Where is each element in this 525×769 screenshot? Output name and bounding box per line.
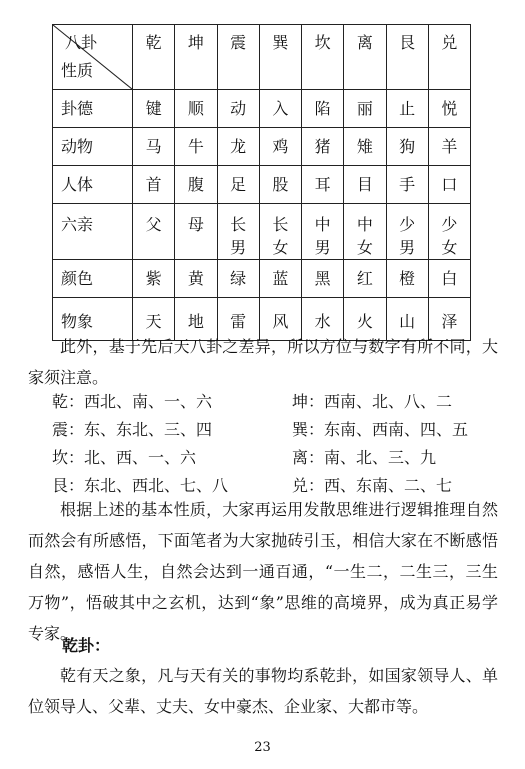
table-cell: 手 <box>386 166 428 204</box>
table-cell-line: 长 <box>230 215 247 234</box>
table-cell-line: 少 <box>441 215 458 234</box>
table-cell: 陷 <box>302 90 344 128</box>
trigram-header: 巽 <box>259 25 301 90</box>
direction-row <box>52 416 502 444</box>
table-cell-line: 长 <box>272 215 289 234</box>
table-cell: 止 <box>386 90 428 128</box>
row-label: 动物 <box>53 128 133 166</box>
table-cell: 耳 <box>302 166 344 204</box>
trigram-header: 离 <box>344 25 386 90</box>
table-cell-line: 少 <box>399 215 416 234</box>
table-cell: 橙 <box>386 260 428 298</box>
trigram-properties-table <box>52 24 471 341</box>
table-cell: 龙 <box>217 128 259 166</box>
table-cell-line: 男 <box>230 238 247 257</box>
direction-entry: 巽：东南、西南、四、五 <box>292 420 469 439</box>
table-cell <box>175 204 217 260</box>
table-cell: 红 <box>344 260 386 298</box>
table-cell: 羊 <box>428 128 470 166</box>
trigram-header: 坤 <box>175 25 217 90</box>
table-row <box>53 166 471 204</box>
table-cell: 股 <box>259 166 301 204</box>
direction-entry: 离：南、北、三、九 <box>292 448 437 467</box>
table-cell <box>344 204 386 260</box>
table-corner-cell <box>53 25 133 90</box>
direction-entry: 震：东、东北、三、四 <box>52 420 213 439</box>
table-cell: 口 <box>428 166 470 204</box>
table-cell: 猪 <box>302 128 344 166</box>
direction-entry: 坎：北、西、一、六 <box>52 448 197 467</box>
table-cell <box>259 204 301 260</box>
table-row <box>53 128 471 166</box>
row-label: 物象 <box>53 298 133 341</box>
table-row <box>53 204 471 260</box>
direction-number-list <box>52 388 502 500</box>
table-cell: 腹 <box>175 166 217 204</box>
table-cell: 雉 <box>344 128 386 166</box>
trigram-header: 震 <box>217 25 259 90</box>
paragraph-qian: 乾有天之象，凡与天有关的事物均系乾卦，如国家领导人、单位领导人、父辈、丈夫、女中豪杰、企业家、大都市等。 <box>28 666 498 716</box>
table-cell: 入 <box>259 90 301 128</box>
table-cell: 水 <box>302 298 344 341</box>
table-cell: 雷 <box>217 298 259 341</box>
table-cell: 动 <box>217 90 259 128</box>
table-cell: 足 <box>217 166 259 204</box>
table-cell: 风 <box>259 298 301 341</box>
table-cell: 地 <box>175 298 217 341</box>
table-cell: 绿 <box>217 260 259 298</box>
table-cell: 白 <box>428 260 470 298</box>
table-cell-line: 女 <box>441 238 458 257</box>
paragraph-directions-intro: 此外，基于先后天八卦之差异，所以方位与数字有所不同，大家须注意。 <box>28 337 498 387</box>
table-cell: 狗 <box>386 128 428 166</box>
table-cell: 黑 <box>302 260 344 298</box>
table-cell-line: 中 <box>314 215 331 234</box>
trigram-header: 坎 <box>302 25 344 90</box>
table-cell: 紫 <box>133 260 175 298</box>
table-cell-line: 男 <box>399 238 416 257</box>
table-cell <box>133 204 175 260</box>
direction-entry: 兑：西、东南、二、七 <box>292 476 453 495</box>
table-cell-line: 男 <box>314 238 331 257</box>
table-cell <box>217 204 259 260</box>
table-cell: 马 <box>133 128 175 166</box>
table-cell: 键 <box>133 90 175 128</box>
table-cell-line: 女 <box>272 238 289 257</box>
table-cell: 黄 <box>175 260 217 298</box>
table-cell: 牛 <box>175 128 217 166</box>
table-cell <box>302 204 344 260</box>
table-cell <box>428 204 470 260</box>
table-cell-line: 中 <box>356 215 373 234</box>
trigram-header: 艮 <box>386 25 428 90</box>
table-cell: 丽 <box>344 90 386 128</box>
section-heading-qian: 乾卦： <box>62 636 111 655</box>
row-label: 人体 <box>53 166 133 204</box>
corner-label-top: 八卦 <box>65 33 98 52</box>
direction-row <box>52 388 502 416</box>
table-cell: 火 <box>344 298 386 341</box>
table-row <box>53 260 471 298</box>
table-cell: 山 <box>386 298 428 341</box>
table-cell: 天 <box>133 298 175 341</box>
trigram-header: 乾 <box>133 25 175 90</box>
table-cell-line: 父 <box>145 215 162 234</box>
table-cell-line: 母 <box>187 215 204 234</box>
table-cell: 蓝 <box>259 260 301 298</box>
table-cell: 首 <box>133 166 175 204</box>
table-cell: 目 <box>344 166 386 204</box>
page-number: 23 <box>254 740 271 755</box>
table-cell: 顺 <box>175 90 217 128</box>
row-label: 颜色 <box>53 260 133 298</box>
direction-entry: 艮：东北、西北、七、八 <box>52 476 229 495</box>
direction-entry: 坤：西南、北、八、二 <box>292 392 453 411</box>
corner-label-bottom: 性质 <box>61 61 94 80</box>
table-cell: 泽 <box>428 298 470 341</box>
direction-entry: 乾：西北、南、一、六 <box>52 392 213 411</box>
trigram-header: 兑 <box>428 25 470 90</box>
table-cell: 鸡 <box>259 128 301 166</box>
table-row <box>53 90 471 128</box>
row-label: 卦德 <box>53 90 133 128</box>
row-label: 六亲 <box>53 204 133 260</box>
table-cell <box>386 204 428 260</box>
direction-row <box>52 444 502 472</box>
table-cell: 悦 <box>428 90 470 128</box>
table-header-row <box>53 25 471 90</box>
paragraph-reasoning: 根据上述的基本性质，大家再运用发散思维进行逻辑推理自然而然会有所感悟，下面笔者为大家抛砖引玉，相信大家在不断感悟自然，感悟人生，自然会达到一通百通，“一生二，二生三，三生万物”，悟破其中之玄机，达到“象”思维的高境界，成为真正易学专家。 <box>28 500 498 643</box>
table-cell-line: 女 <box>356 238 373 257</box>
